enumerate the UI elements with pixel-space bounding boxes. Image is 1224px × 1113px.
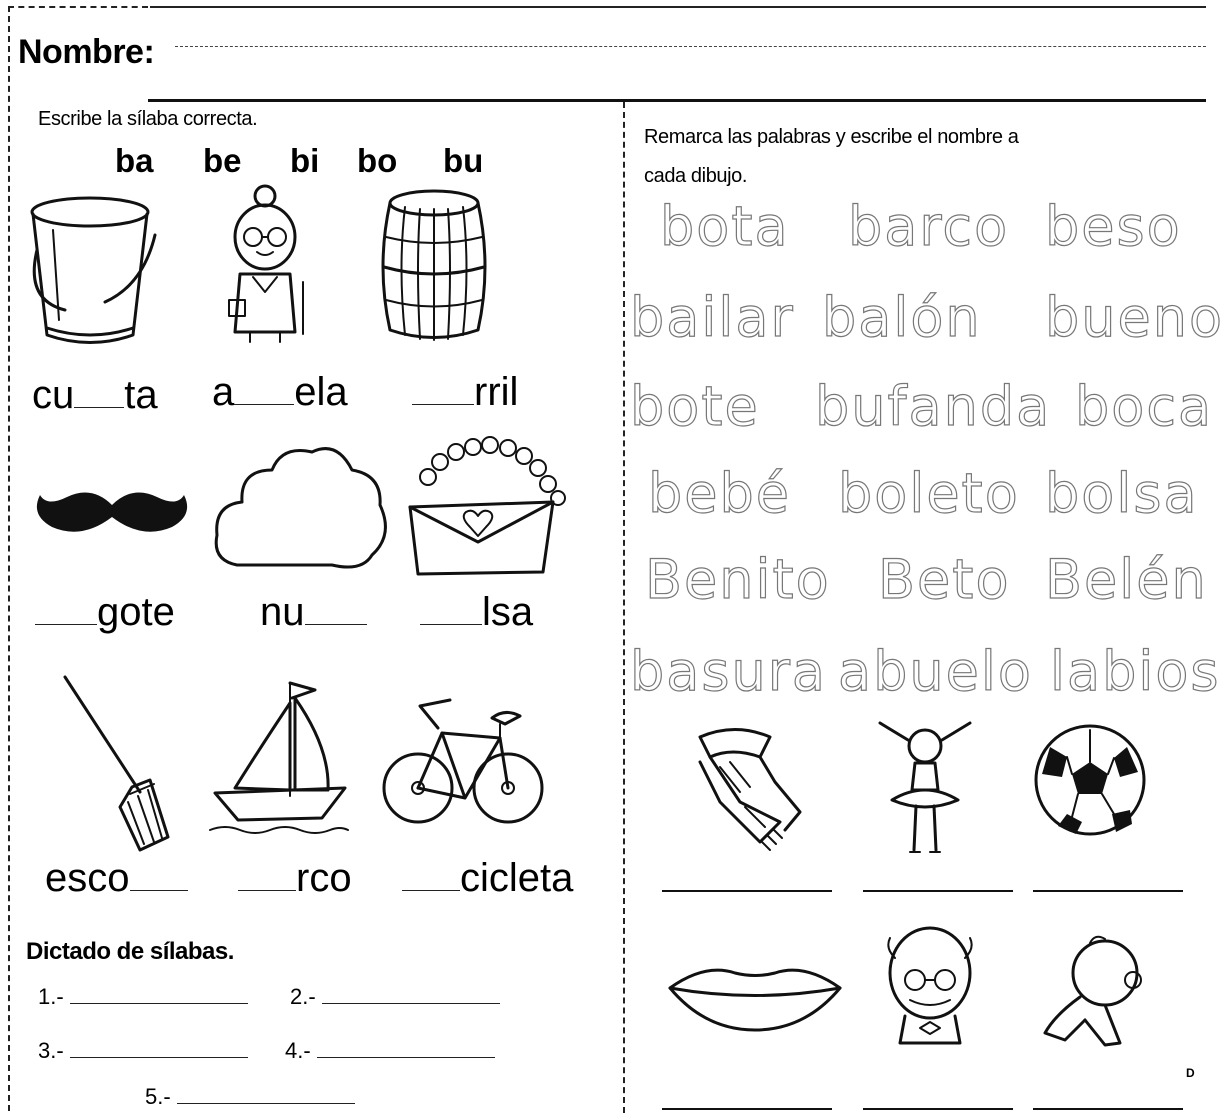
trace-word[interactable]: Beto bbox=[878, 548, 1011, 611]
word-part: nu bbox=[260, 590, 305, 634]
answer-line[interactable] bbox=[863, 890, 1013, 892]
syllable-blank[interactable] bbox=[420, 606, 482, 625]
word-part: cicleta bbox=[460, 856, 574, 900]
syllable-blank[interactable] bbox=[74, 389, 124, 408]
mustache-icon bbox=[32, 485, 192, 545]
purse-icon bbox=[398, 432, 573, 582]
dictation-blank[interactable] bbox=[317, 1039, 495, 1058]
word-abuela bbox=[212, 370, 348, 415]
cloud-icon bbox=[212, 440, 392, 580]
trace-word[interactable]: balón bbox=[822, 286, 982, 349]
trace-word[interactable]: Belén bbox=[1045, 548, 1208, 611]
dictation-item-5 bbox=[145, 1084, 355, 1110]
dictation-number: 4.- bbox=[285, 1038, 311, 1063]
word-barril bbox=[412, 370, 518, 415]
header-divider bbox=[148, 99, 1206, 102]
answer-line[interactable] bbox=[662, 890, 832, 892]
soccer-ball-icon bbox=[1032, 722, 1150, 840]
dictation-item-1 bbox=[38, 984, 248, 1010]
trace-word[interactable]: labios bbox=[1050, 640, 1221, 703]
word-nube bbox=[260, 590, 367, 635]
syllable-bu: bu bbox=[443, 142, 484, 179]
scarf-icon bbox=[690, 722, 810, 847]
syllable-bi: bi bbox=[290, 142, 320, 179]
dictation-item-4 bbox=[285, 1038, 495, 1064]
syllable-bo: bo bbox=[357, 142, 398, 179]
grandmother-icon bbox=[215, 182, 320, 347]
name-label: Nombre: bbox=[18, 33, 155, 71]
trace-word[interactable]: boca bbox=[1075, 375, 1214, 438]
trace-word[interactable]: beso bbox=[1045, 195, 1182, 258]
trace-word[interactable]: bailar bbox=[630, 286, 795, 349]
word-bigote bbox=[35, 590, 175, 635]
dictation-title: Dictado de sílabas. bbox=[26, 938, 234, 965]
sailboat-icon bbox=[210, 678, 350, 843]
word-part: esco bbox=[45, 856, 130, 900]
page-border-top bbox=[150, 6, 1206, 8]
trace-word[interactable]: bebé bbox=[648, 462, 791, 525]
trace-word[interactable]: abuelo bbox=[838, 640, 1033, 703]
syllable-blank[interactable] bbox=[130, 872, 188, 891]
syllable-blank[interactable] bbox=[412, 386, 474, 405]
word-part: lsa bbox=[482, 590, 534, 634]
syllable-blank[interactable] bbox=[238, 872, 296, 891]
trace-word[interactable]: bueno bbox=[1045, 286, 1224, 349]
dictation-item-2 bbox=[290, 984, 500, 1010]
answer-line[interactable] bbox=[863, 1108, 1013, 1110]
ballerina-icon bbox=[870, 718, 980, 863]
syllable-blank[interactable] bbox=[305, 606, 367, 625]
left-instruction: Escribe la sílaba correcta. bbox=[38, 108, 258, 130]
column-divider bbox=[623, 102, 625, 1113]
syllable-be: be bbox=[203, 142, 242, 179]
word-bolsa bbox=[420, 590, 533, 635]
dictation-blank[interactable] bbox=[70, 1039, 248, 1058]
page-border-left bbox=[8, 6, 10, 1111]
lips-icon bbox=[665, 958, 845, 1033]
dictation-number: 5.- bbox=[145, 1084, 171, 1109]
syllable-blank[interactable] bbox=[402, 872, 460, 891]
word-part: cu bbox=[32, 373, 75, 417]
trace-word[interactable]: boleto bbox=[838, 462, 1020, 525]
word-bicicleta bbox=[402, 856, 573, 901]
syllable-blank[interactable] bbox=[35, 606, 97, 625]
word-part: gote bbox=[97, 590, 175, 634]
trace-word[interactable]: basura bbox=[630, 640, 828, 703]
word-barco bbox=[238, 856, 352, 901]
bucket-icon bbox=[25, 190, 160, 350]
trace-word[interactable]: bote bbox=[630, 375, 760, 438]
word-escoba bbox=[45, 856, 188, 901]
right-instruction-line2: cada dibujo. bbox=[644, 165, 748, 187]
dictation-blank[interactable] bbox=[70, 985, 248, 1004]
dictation-blank[interactable] bbox=[322, 985, 500, 1004]
broom-icon bbox=[60, 672, 180, 857]
syllable-ba: ba bbox=[115, 142, 154, 179]
dictation-number: 1.- bbox=[38, 984, 64, 1009]
right-instruction-line1: Remarca las palabras y escribe el nombre a bbox=[644, 126, 1019, 148]
trace-word[interactable]: Benito bbox=[645, 548, 831, 611]
answer-line[interactable] bbox=[662, 1108, 832, 1110]
answer-line[interactable] bbox=[1033, 1108, 1183, 1110]
dictation-blank[interactable] bbox=[177, 1085, 355, 1104]
word-part: a bbox=[212, 370, 235, 414]
trace-word[interactable]: bufanda bbox=[815, 375, 1052, 438]
grandfather-icon bbox=[875, 918, 985, 1048]
trace-word[interactable]: bota bbox=[660, 195, 790, 258]
syllable-blank[interactable] bbox=[234, 386, 294, 405]
word-part: ta bbox=[124, 373, 158, 417]
baby-icon bbox=[1035, 925, 1150, 1055]
word-part: ela bbox=[294, 370, 348, 414]
bicycle-icon bbox=[380, 688, 545, 833]
dictation-number: 2.- bbox=[290, 984, 316, 1009]
answer-line[interactable] bbox=[1033, 890, 1183, 892]
dictation-item-3 bbox=[38, 1038, 248, 1064]
corner-mark: D bbox=[1186, 1066, 1195, 1080]
word-cubeta bbox=[32, 373, 158, 418]
word-part: rril bbox=[474, 370, 519, 414]
trace-word[interactable]: bolsa bbox=[1045, 462, 1199, 525]
page-border-top-dashed bbox=[8, 6, 148, 8]
word-part: rco bbox=[296, 856, 352, 900]
name-field-line[interactable] bbox=[175, 46, 1206, 47]
trace-word[interactable]: barco bbox=[848, 195, 1010, 258]
barrel-icon bbox=[380, 185, 490, 350]
dictation-number: 3.- bbox=[38, 1038, 64, 1063]
